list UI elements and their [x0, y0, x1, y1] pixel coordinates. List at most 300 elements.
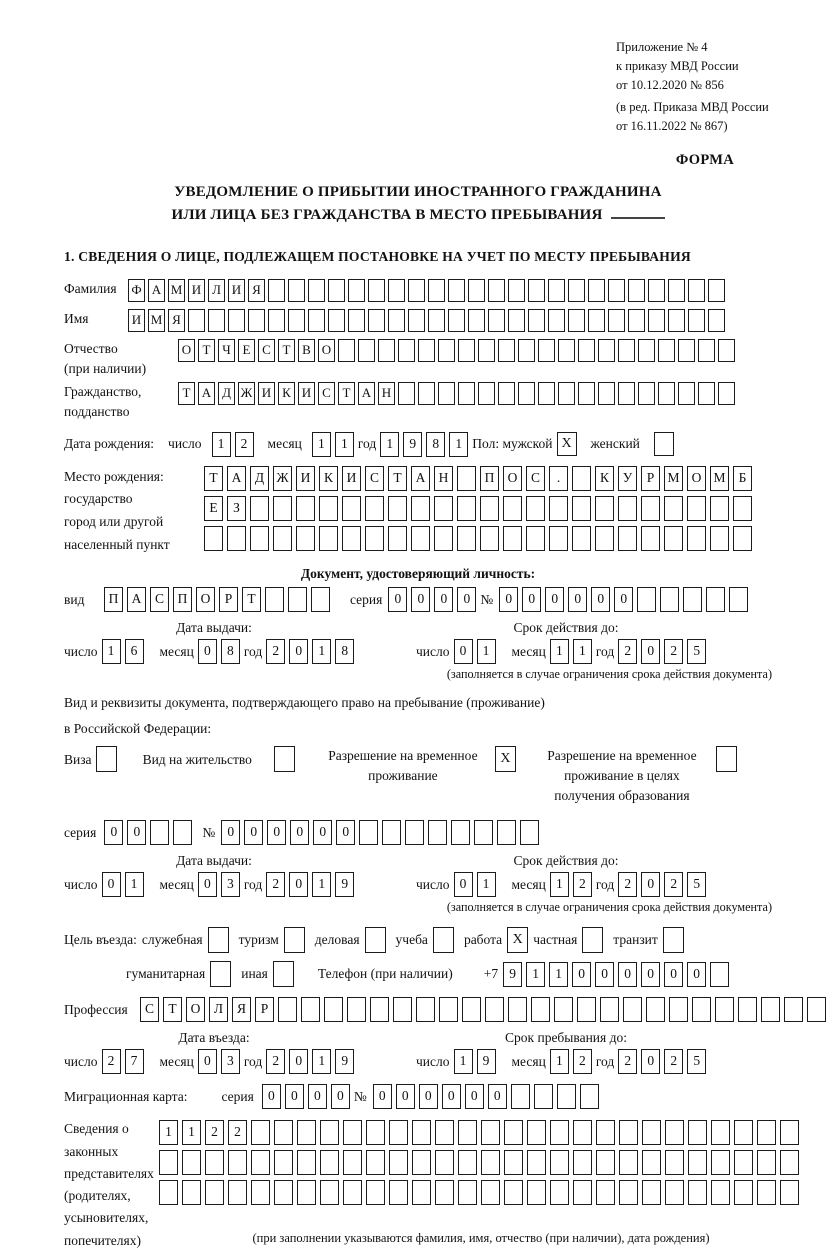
form-cell[interactable]: М [664, 466, 683, 491]
form-cell[interactable] [608, 279, 625, 302]
form-cell[interactable] [596, 1150, 615, 1175]
form-cell[interactable] [665, 1180, 684, 1205]
form-cell[interactable] [457, 496, 476, 521]
form-cell[interactable] [435, 1180, 454, 1205]
sex-male-checkbox[interactable]: X [557, 432, 577, 456]
form-cell[interactable] [761, 997, 780, 1022]
sex-female-checkbox[interactable] [654, 432, 674, 456]
form-cell[interactable] [288, 587, 307, 612]
form-cell[interactable] [182, 1180, 201, 1205]
form-cell[interactable] [250, 496, 269, 521]
form-cell[interactable] [538, 382, 555, 405]
form-cell[interactable] [619, 1150, 638, 1175]
form-cell[interactable] [558, 382, 575, 405]
form-cell[interactable] [708, 309, 725, 332]
form-cell[interactable]: 0 [568, 587, 587, 612]
form-cell[interactable]: 2 [235, 432, 254, 457]
form-cell[interactable] [641, 526, 660, 551]
form-cell[interactable] [683, 587, 702, 612]
form-cell[interactable] [733, 526, 752, 551]
form-cell[interactable] [557, 1084, 576, 1109]
form-cell[interactable]: О [318, 339, 335, 362]
form-cell[interactable] [642, 1180, 661, 1205]
form-cell[interactable] [435, 1150, 454, 1175]
form-cell[interactable] [458, 1180, 477, 1205]
form-cell[interactable] [698, 339, 715, 362]
form-cell[interactable] [498, 339, 515, 362]
form-cell[interactable] [358, 339, 375, 362]
form-cell[interactable]: 1 [125, 872, 144, 897]
form-cell[interactable] [504, 1150, 523, 1175]
form-cell[interactable] [572, 496, 591, 521]
form-cell[interactable]: 0 [331, 1084, 350, 1109]
form-cell[interactable] [550, 1150, 569, 1175]
form-cell[interactable] [205, 1180, 224, 1205]
form-cell[interactable] [646, 997, 665, 1022]
form-cell[interactable]: 0 [687, 962, 706, 987]
form-cell[interactable] [511, 1084, 530, 1109]
form-cell[interactable]: 8 [335, 639, 354, 664]
form-cell[interactable]: 8 [221, 639, 240, 664]
form-cell[interactable]: А [227, 466, 246, 491]
form-cell[interactable]: 1 [312, 432, 331, 457]
form-cell[interactable] [159, 1180, 178, 1205]
form-cell[interactable] [228, 309, 245, 332]
form-cell[interactable]: 0 [244, 820, 263, 845]
form-cell[interactable] [438, 339, 455, 362]
form-cell[interactable]: 1 [312, 872, 331, 897]
form-cell[interactable] [549, 526, 568, 551]
form-cell[interactable]: Д [218, 382, 235, 405]
form-cell[interactable]: У [618, 466, 637, 491]
form-cell[interactable]: Д [250, 466, 269, 491]
form-cell[interactable] [711, 1180, 730, 1205]
form-cell[interactable] [418, 339, 435, 362]
form-cell[interactable]: 0 [664, 962, 683, 987]
form-cell[interactable]: 5 [687, 872, 706, 897]
purpose-business-checkbox[interactable] [365, 927, 386, 953]
form-cell[interactable]: 1 [454, 1049, 473, 1074]
form-cell[interactable] [405, 820, 424, 845]
form-cell[interactable] [608, 309, 625, 332]
form-cell[interactable] [807, 997, 826, 1022]
title-blank-underline[interactable] [611, 217, 665, 219]
form-cell[interactable]: З [227, 496, 246, 521]
form-cell[interactable] [596, 1180, 615, 1205]
form-cell[interactable] [457, 466, 476, 491]
form-cell[interactable] [734, 1150, 753, 1175]
form-cell[interactable] [577, 997, 596, 1022]
form-cell[interactable] [343, 1150, 362, 1175]
form-cell[interactable] [378, 339, 395, 362]
form-cell[interactable] [288, 309, 305, 332]
form-cell[interactable]: 0 [591, 587, 610, 612]
form-cell[interactable] [278, 997, 297, 1022]
form-cell[interactable] [418, 382, 435, 405]
form-cell[interactable] [411, 496, 430, 521]
form-cell[interactable]: 1 [335, 432, 354, 457]
form-cell[interactable] [573, 1150, 592, 1175]
form-cell[interactable] [658, 382, 675, 405]
form-cell[interactable] [204, 526, 223, 551]
form-cell[interactable] [458, 339, 475, 362]
form-cell[interactable]: Р [255, 997, 274, 1022]
form-cell[interactable] [504, 1120, 523, 1145]
form-cell[interactable] [428, 309, 445, 332]
form-cell[interactable]: 1 [477, 639, 496, 664]
form-cell[interactable] [658, 339, 675, 362]
form-cell[interactable] [573, 1120, 592, 1145]
form-cell[interactable] [718, 382, 735, 405]
form-cell[interactable] [534, 1084, 553, 1109]
form-cell[interactable] [328, 309, 345, 332]
form-cell[interactable] [687, 496, 706, 521]
form-cell[interactable]: 0 [102, 872, 121, 897]
form-cell[interactable] [435, 1120, 454, 1145]
form-cell[interactable] [308, 309, 325, 332]
form-cell[interactable]: Т [388, 466, 407, 491]
form-cell[interactable] [578, 382, 595, 405]
form-cell[interactable]: 0 [595, 962, 614, 987]
form-cell[interactable] [468, 309, 485, 332]
form-cell[interactable]: 1 [312, 1049, 331, 1074]
form-cell[interactable] [478, 339, 495, 362]
form-cell[interactable]: 0 [373, 1084, 392, 1109]
form-cell[interactable] [365, 526, 384, 551]
form-cell[interactable]: 0 [336, 820, 355, 845]
form-cell[interactable]: 1 [102, 639, 121, 664]
form-cell[interactable] [251, 1120, 270, 1145]
form-cell[interactable] [273, 526, 292, 551]
form-cell[interactable]: 5 [687, 639, 706, 664]
form-cell[interactable]: 2 [266, 872, 285, 897]
form-cell[interactable]: 6 [125, 639, 144, 664]
form-cell[interactable]: 2 [664, 1049, 683, 1074]
form-cell[interactable]: Е [204, 496, 223, 521]
purpose-official-checkbox[interactable] [208, 927, 229, 953]
form-cell[interactable] [526, 496, 545, 521]
form-cell[interactable] [688, 1150, 707, 1175]
form-cell[interactable]: 2 [618, 639, 637, 664]
form-cell[interactable]: Е [238, 339, 255, 362]
form-cell[interactable]: 2 [205, 1120, 224, 1145]
form-cell[interactable]: И [128, 309, 145, 332]
form-cell[interactable]: М [168, 279, 185, 302]
form-cell[interactable] [343, 1120, 362, 1145]
form-cell[interactable]: О [178, 339, 195, 362]
form-cell[interactable]: А [411, 466, 430, 491]
form-cell[interactable] [698, 382, 715, 405]
form-cell[interactable]: Т [338, 382, 355, 405]
form-cell[interactable]: О [186, 997, 205, 1022]
form-cell[interactable] [715, 997, 734, 1022]
form-cell[interactable]: Н [434, 466, 453, 491]
form-cell[interactable]: 0 [488, 1084, 507, 1109]
form-cell[interactable] [159, 1150, 178, 1175]
form-cell[interactable]: 1 [549, 962, 568, 987]
form-cell[interactable] [480, 526, 499, 551]
form-cell[interactable] [412, 1150, 431, 1175]
form-cell[interactable]: М [710, 466, 729, 491]
form-cell[interactable] [508, 309, 525, 332]
form-cell[interactable]: 0 [572, 962, 591, 987]
form-cell[interactable]: Р [641, 466, 660, 491]
form-cell[interactable] [558, 339, 575, 362]
form-cell[interactable]: И [298, 382, 315, 405]
form-cell[interactable]: Н [378, 382, 395, 405]
form-cell[interactable] [595, 526, 614, 551]
form-cell[interactable]: 2 [664, 872, 683, 897]
form-cell[interactable] [678, 339, 695, 362]
purpose-private-checkbox[interactable] [582, 927, 603, 953]
form-cell[interactable]: 0 [641, 639, 660, 664]
form-cell[interactable] [572, 466, 591, 491]
form-cell[interactable] [531, 997, 550, 1022]
form-cell[interactable]: 1 [380, 432, 399, 457]
form-cell[interactable]: 1 [550, 1049, 569, 1074]
form-cell[interactable] [780, 1180, 799, 1205]
form-cell[interactable]: А [148, 279, 165, 302]
form-cell[interactable] [228, 1180, 247, 1205]
form-cell[interactable] [251, 1150, 270, 1175]
form-cell[interactable] [596, 1120, 615, 1145]
form-cell[interactable] [538, 339, 555, 362]
form-cell[interactable] [389, 1150, 408, 1175]
form-cell[interactable]: А [198, 382, 215, 405]
form-cell[interactable] [296, 496, 315, 521]
form-cell[interactable] [458, 382, 475, 405]
form-cell[interactable] [398, 382, 415, 405]
form-cell[interactable]: 1 [526, 962, 545, 987]
purpose-other-checkbox[interactable] [273, 961, 294, 987]
form-cell[interactable]: 2 [573, 1049, 592, 1074]
form-cell[interactable]: 3 [221, 872, 240, 897]
form-cell[interactable] [710, 962, 729, 987]
form-cell[interactable] [600, 997, 619, 1022]
temp-residence-checkbox[interactable]: X [495, 746, 516, 772]
form-cell[interactable] [208, 309, 225, 332]
form-cell[interactable] [389, 1120, 408, 1145]
purpose-tourism-checkbox[interactable] [284, 927, 305, 953]
form-cell[interactable] [348, 279, 365, 302]
form-cell[interactable] [660, 587, 679, 612]
form-cell[interactable] [757, 1120, 776, 1145]
form-cell[interactable] [706, 587, 725, 612]
form-cell[interactable]: И [258, 382, 275, 405]
form-cell[interactable]: С [526, 466, 545, 491]
form-cell[interactable]: 0 [289, 639, 308, 664]
form-cell[interactable] [412, 1180, 431, 1205]
form-cell[interactable] [343, 1180, 362, 1205]
form-cell[interactable]: 0 [545, 587, 564, 612]
form-cell[interactable] [388, 526, 407, 551]
form-cell[interactable]: 0 [221, 820, 240, 845]
form-cell[interactable] [366, 1180, 385, 1205]
form-cell[interactable] [588, 279, 605, 302]
form-cell[interactable] [637, 587, 656, 612]
form-cell[interactable] [549, 496, 568, 521]
form-cell[interactable] [734, 1120, 753, 1145]
form-cell[interactable] [678, 382, 695, 405]
form-cell[interactable] [668, 279, 685, 302]
residence-permit-checkbox[interactable] [274, 746, 295, 772]
form-cell[interactable] [628, 309, 645, 332]
form-cell[interactable] [733, 496, 752, 521]
form-cell[interactable] [688, 1120, 707, 1145]
form-cell[interactable] [296, 526, 315, 551]
form-cell[interactable] [265, 587, 284, 612]
form-cell[interactable]: Т [163, 997, 182, 1022]
form-cell[interactable]: С [150, 587, 169, 612]
form-cell[interactable]: 0 [641, 1049, 660, 1074]
form-cell[interactable]: 1 [573, 639, 592, 664]
form-cell[interactable] [320, 1180, 339, 1205]
form-cell[interactable] [481, 1150, 500, 1175]
form-cell[interactable] [648, 309, 665, 332]
form-cell[interactable]: 0 [289, 872, 308, 897]
form-cell[interactable]: 0 [313, 820, 332, 845]
form-cell[interactable] [274, 1150, 293, 1175]
form-cell[interactable] [478, 382, 495, 405]
form-cell[interactable] [618, 382, 635, 405]
form-cell[interactable] [438, 382, 455, 405]
form-cell[interactable] [428, 820, 447, 845]
form-cell[interactable] [347, 997, 366, 1022]
form-cell[interactable]: 0 [522, 587, 541, 612]
form-cell[interactable] [408, 309, 425, 332]
form-cell[interactable] [692, 997, 711, 1022]
form-cell[interactable] [274, 1180, 293, 1205]
form-cell[interactable] [578, 339, 595, 362]
form-cell[interactable]: С [258, 339, 275, 362]
form-cell[interactable]: 9 [503, 962, 522, 987]
form-cell[interactable]: 0 [454, 872, 473, 897]
form-cell[interactable]: 0 [454, 639, 473, 664]
form-cell[interactable] [398, 339, 415, 362]
form-cell[interactable]: П [104, 587, 123, 612]
form-cell[interactable]: 9 [335, 872, 354, 897]
form-cell[interactable] [718, 339, 735, 362]
form-cell[interactable] [320, 1150, 339, 1175]
form-cell[interactable] [448, 309, 465, 332]
form-cell[interactable] [628, 279, 645, 302]
form-cell[interactable] [598, 339, 615, 362]
form-cell[interactable] [428, 279, 445, 302]
form-cell[interactable]: 0 [127, 820, 146, 845]
form-cell[interactable] [480, 496, 499, 521]
form-cell[interactable] [342, 526, 361, 551]
form-cell[interactable] [368, 309, 385, 332]
form-cell[interactable]: И [228, 279, 245, 302]
form-cell[interactable] [757, 1180, 776, 1205]
form-cell[interactable] [328, 279, 345, 302]
form-cell[interactable]: 0 [198, 1049, 217, 1074]
form-cell[interactable] [550, 1120, 569, 1145]
form-cell[interactable]: А [358, 382, 375, 405]
form-cell[interactable] [665, 1120, 684, 1145]
form-cell[interactable]: 1 [477, 872, 496, 897]
form-cell[interactable] [498, 382, 515, 405]
form-cell[interactable] [382, 820, 401, 845]
form-cell[interactable] [527, 1150, 546, 1175]
form-cell[interactable] [595, 496, 614, 521]
form-cell[interactable]: Ж [238, 382, 255, 405]
form-cell[interactable]: 0 [290, 820, 309, 845]
form-cell[interactable] [638, 382, 655, 405]
form-cell[interactable]: 3 [221, 1049, 240, 1074]
form-cell[interactable] [462, 997, 481, 1022]
form-cell[interactable] [784, 997, 803, 1022]
form-cell[interactable]: 1 [212, 432, 231, 457]
form-cell[interactable] [734, 1180, 753, 1205]
form-cell[interactable]: Я [248, 279, 265, 302]
form-cell[interactable]: 9 [335, 1049, 354, 1074]
form-cell[interactable]: 0 [285, 1084, 304, 1109]
form-cell[interactable] [648, 279, 665, 302]
form-cell[interactable] [687, 526, 706, 551]
form-cell[interactable]: К [319, 466, 338, 491]
form-cell[interactable] [448, 279, 465, 302]
form-cell[interactable] [503, 526, 522, 551]
form-cell[interactable] [669, 997, 688, 1022]
form-cell[interactable]: Т [198, 339, 215, 362]
form-cell[interactable] [497, 820, 516, 845]
form-cell[interactable]: И [296, 466, 315, 491]
form-cell[interactable]: Ч [218, 339, 235, 362]
form-cell[interactable] [588, 309, 605, 332]
form-cell[interactable] [320, 1120, 339, 1145]
form-cell[interactable]: Р [219, 587, 238, 612]
form-cell[interactable]: 0 [419, 1084, 438, 1109]
form-cell[interactable] [642, 1120, 661, 1145]
form-cell[interactable]: Ф [128, 279, 145, 302]
form-cell[interactable] [370, 997, 389, 1022]
form-cell[interactable]: 0 [411, 587, 430, 612]
form-cell[interactable] [527, 1120, 546, 1145]
form-cell[interactable] [638, 339, 655, 362]
form-cell[interactable] [528, 309, 545, 332]
form-cell[interactable]: 0 [618, 962, 637, 987]
form-cell[interactable]: О [687, 466, 706, 491]
form-cell[interactable]: Б [733, 466, 752, 491]
form-cell[interactable] [711, 1120, 730, 1145]
form-cell[interactable] [297, 1150, 316, 1175]
form-cell[interactable] [408, 279, 425, 302]
form-cell[interactable]: Т [242, 587, 261, 612]
purpose-humanitarian-checkbox[interactable] [210, 961, 231, 987]
form-cell[interactable] [568, 279, 585, 302]
form-cell[interactable]: Л [209, 997, 228, 1022]
form-cell[interactable] [688, 279, 705, 302]
form-cell[interactable] [451, 820, 470, 845]
form-cell[interactable] [342, 496, 361, 521]
form-cell[interactable]: 0 [641, 962, 660, 987]
form-cell[interactable] [297, 1120, 316, 1145]
form-cell[interactable] [554, 997, 573, 1022]
form-cell[interactable] [688, 309, 705, 332]
form-cell[interactable]: 2 [102, 1049, 121, 1074]
form-cell[interactable] [150, 820, 169, 845]
form-cell[interactable]: 0 [104, 820, 123, 845]
form-cell[interactable]: 0 [641, 872, 660, 897]
form-cell[interactable]: 1 [550, 639, 569, 664]
form-cell[interactable] [485, 997, 504, 1022]
form-cell[interactable] [618, 526, 637, 551]
form-cell[interactable] [297, 1180, 316, 1205]
form-cell[interactable]: 2 [228, 1120, 247, 1145]
form-cell[interactable] [573, 1180, 592, 1205]
form-cell[interactable] [273, 496, 292, 521]
